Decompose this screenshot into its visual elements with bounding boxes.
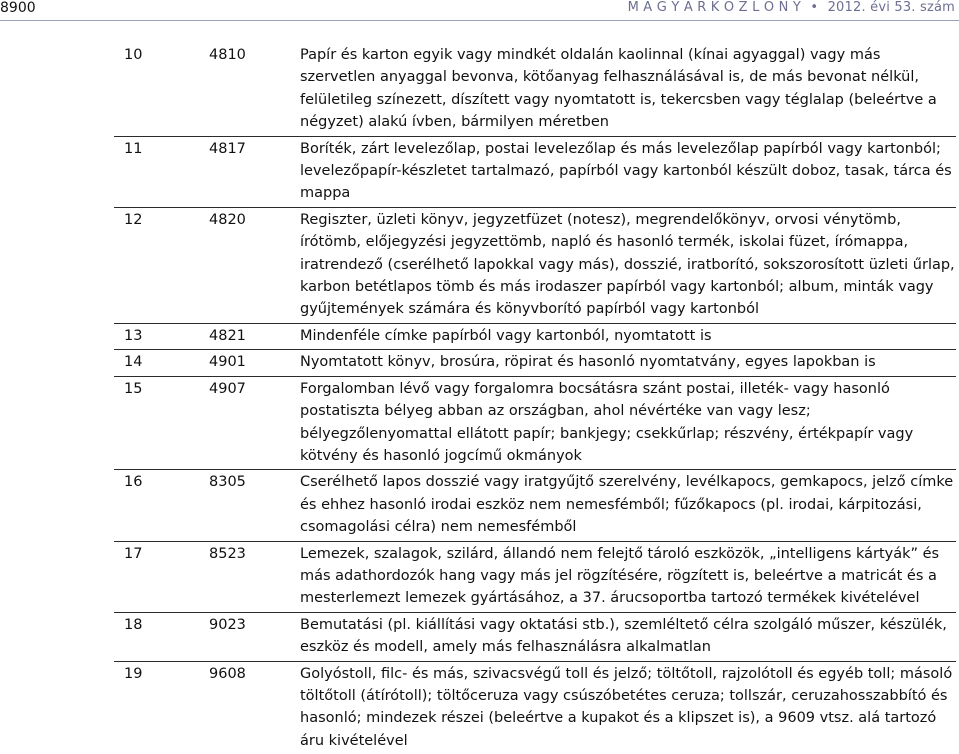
journal-header [628,0,955,16]
table-row [114,470,956,541]
product-description: Boríték, zárt levelezőlap, postai levelezőlap és más levelezőlap papírból vagy kartonból; levelezőpapír-készletet tartalmazó, papírból vagy kartonból készült doboz, tasak, tárca és mappa [300,136,956,207]
row-number: 11 [114,136,208,207]
customs-code: 4821 [208,323,300,349]
row-number: 12 [114,207,208,323]
row-number: 19 [124,665,143,682]
product-description: Cserélhető lapos dosszié vagy iratgyűjtő szerelvény, levélkapocs, gemkapocs, jelző címke és ehhez hasonló irodai eszköz nem nemesfémből; fűzőkapocs (pl. irodai, kárpitozási, csomagolási célra) nem nemesfémből [300,470,956,541]
table-row [114,350,956,376]
table-row [114,661,956,754]
table-row [114,136,956,207]
product-description: Regiszter, üzleti könyv, jegyzetfüzet (notesz), megrendelőkönyv, orvosi vénytömb, írótömb, előjegyzési jegyzettömb, napló és hasonló termék, iskolai füzet, írómappa, iratrendező (cserélhető lapokkal vagy más), dosszié, iratborító, sokszorosított üzleti űrlap, karbon betétlapos tömb és más irodaszer papírból vagy kartonból; album, minták vagy gyűjtemények számára és könyvborító papírból vagy kartonból [300,207,956,323]
customs-code: 4810 [208,43,300,136]
customs-code: 4901 [208,350,300,376]
product-description: Golyóstoll, filc- és más, szivacsvégű toll és jelző; töltőtoll, rajzolótoll és egyéb toll; másoló töltőtoll (átírótoll); töltőceruza vagy csúszóbetétes ceruza; tollszár, ceruzahosszabbító és hasonló; mindezek részei (beleértve a kupakot és a klipszet is), a 9609 vtsz. alá tartozó áru kivételével [300,665,953,749]
product-description: Nyomtatott könyv, brosúra, röpirat és hasonló nyomtatvány, egyes lapokban is [300,350,956,376]
table-row [114,207,956,323]
row-number: 16 [114,470,208,541]
row-number: 14 [114,350,208,376]
customs-code: 4817 [208,136,300,207]
table-row [114,612,956,661]
row-number: 17 [114,541,208,612]
table-row [114,43,956,136]
product-table [114,43,956,754]
table-row [114,376,956,470]
product-description: Papír és karton egyik vagy mindkét oldalán kaolinnal (kínai agyaggal) vagy más szervetlen anyaggal bevonva, kötőanyag felhasználásával is, de más bevonat nélkül, felületileg színezett, díszített vagy nyomtatott is, tekercsben vagy téglalap (beleértve a négyzet) alakú ívben, bármilyen méretben [300,43,956,136]
issue-number: 2012. évi 53. szám [827,0,955,15]
table-row [114,323,956,349]
row-number: 10 [114,43,208,136]
product-description: Mindenféle címke papírból vagy kartonból, nyomtatott is [300,323,956,349]
page-header [0,0,959,16]
journal-title: M A G Y A R K Ö Z L Ö N Y [627,0,802,15]
row-number: 18 [114,612,208,661]
customs-code: 8305 [208,470,300,541]
customs-code: 9023 [208,612,300,661]
customs-code: 4820 [208,207,300,323]
product-description: Forgalomban lévő vagy forgalomra bocsátásra szánt postai, illeték- vagy hasonló postatiszta bélyeg abban az országban, ahol névértéke van vagy lesz; bélyegzőlenyomattal ellátott papír; bankjegy; csekkűrlap; részvény, értékpapír vagy kötvény és hasonló jogcímű okmányok [300,376,956,470]
header-divider [0,20,959,21]
row-number: 15 [114,376,208,470]
product-description: Lemezek, szalagok, szilárd, állandó nem felejtő tároló eszközök, „intelligens kártyák” és más adathordozók hang vagy más jel rögzítésére, rögzített is, beleértve a matricát és a mesterlemezt lemezek gyártásához, a 37. árucsoportba tartozó termékek kivételével [300,541,956,612]
table-row [114,541,956,612]
customs-code: 9608 [209,665,246,682]
product-description: Bemutatási (pl. kiállítási vagy oktatási stb.), szemléltető célra szolgáló műszer, készülék, eszköz és modell, amely más felhasználásra alkalmatlan [300,612,956,661]
page-number: 8900 [0,0,36,16]
row-number: 13 [114,323,208,349]
customs-code: 8523 [208,541,300,612]
customs-code: 4907 [208,376,300,470]
bullet-separator-icon: • [810,0,819,15]
